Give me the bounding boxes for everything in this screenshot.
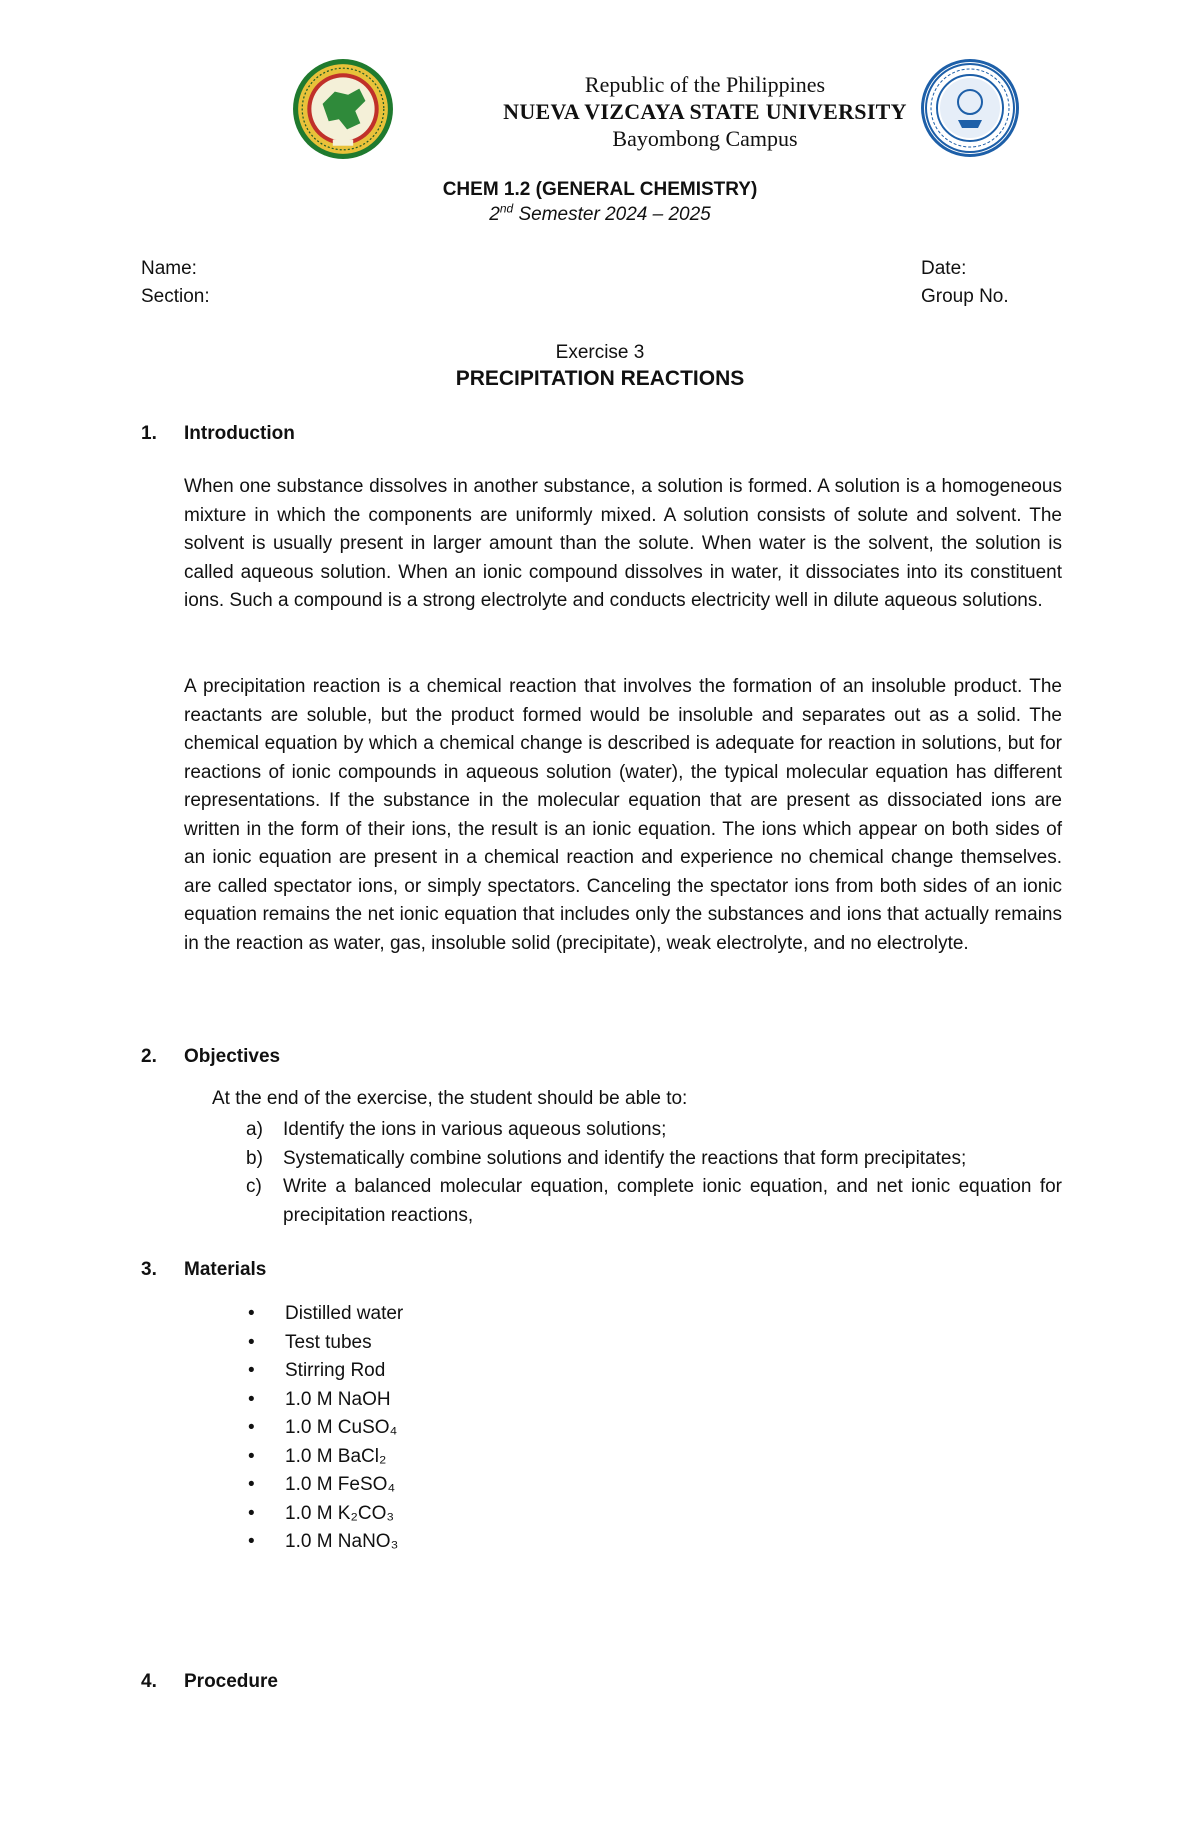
list-item (246, 1145, 1062, 1174)
date-field-label: Date: (921, 258, 967, 279)
list-item (246, 1357, 403, 1386)
name-field-label: Name: (141, 258, 197, 279)
list-item (246, 1329, 403, 1358)
exercise-label: Exercise 3 (555, 342, 645, 363)
material-name: 1.0 M BaCl₂ (285, 1445, 387, 1467)
bullet-icon: • (248, 1331, 255, 1353)
course-title: CHEM 1.2 (GENERAL CHEMISTRY) (442, 179, 758, 200)
course-semester (300, 201, 900, 226)
objectives-list (246, 1116, 1062, 1230)
list-item (246, 1116, 1062, 1145)
list-item-label: b) (246, 1147, 263, 1169)
material-name: 1.0 M NaNO₃ (285, 1531, 399, 1552)
material-name: 1.0 M FeSO₄ (285, 1474, 396, 1495)
list-item (246, 1173, 1062, 1230)
intro-paragraph-1: When one substance dissolves in another substance, a solution is formed. A solution is a homogeneous mixture in which the components are uniformly mixed. A solution consists of solute and solvent. The solvent is usually present in larger amount than the solute. When water is the solvent, the solution is called aqueous solution. When an ionic compound dissolves in water, it dissociates into its constituent ions. Such a compound is a strong electrolyte and conducts electricity well in dilute aqueous solutions. (184, 476, 1062, 611)
bullet-icon: • (248, 1474, 255, 1495)
material-name: Test tubes (285, 1331, 372, 1353)
list-item (246, 1300, 403, 1329)
list-item-label: c) (246, 1176, 262, 1197)
list-item (246, 1414, 403, 1443)
university-seal-icon (292, 58, 394, 160)
list-item (246, 1500, 403, 1529)
section-number: 4. (141, 1671, 157, 1692)
header-campus: Bayombong Campus (612, 126, 798, 151)
semester-years: Semester 2024 – 2025 (513, 204, 711, 225)
header-university: NUEVA VIZCAYA STATE UNIVERSITY (503, 99, 907, 124)
list-item-text: Identify the ions in various aqueous solutions; (283, 1119, 667, 1140)
semester-number: 2 (489, 204, 500, 225)
semester-suffix: nd (499, 201, 514, 216)
header-country: Republic of the Philippines (584, 72, 826, 97)
material-name: 1.0 M NaOH (285, 1388, 391, 1410)
bullet-icon: • (248, 1531, 255, 1552)
section-heading-objectives (141, 1046, 280, 1068)
section-heading-introduction (141, 423, 295, 445)
bullet-icon: • (248, 1388, 255, 1410)
list-item (246, 1443, 403, 1472)
materials-list (246, 1300, 403, 1557)
bullet-icon: • (248, 1417, 255, 1438)
list-item (246, 1528, 403, 1557)
exercise-title: PRECIPITATION REACTIONS (455, 367, 745, 390)
section-number: 1. (141, 423, 157, 444)
objectives-lead: At the end of the exercise, the student should be able to: (212, 1088, 688, 1109)
list-item (246, 1386, 403, 1415)
section-heading-procedure (141, 1671, 278, 1693)
section-title: Procedure (184, 1671, 278, 1692)
section-number: 3. (141, 1259, 157, 1280)
bullet-icon: • (248, 1502, 255, 1524)
group-field-label: Group No. (921, 286, 1009, 307)
bullet-icon: • (248, 1303, 255, 1324)
bullet-icon: • (248, 1445, 255, 1467)
intro-paragraph-2: A precipitation reaction is a chemical reaction that involves the formation of an insoluble product. The reactants are soluble, but the product formed would be insoluble and separates out as a solid. The chemical equation by which a chemical change is described is adequate for reaction in solutions, but for reactions of ionic compounds in aqueous solution (water), the typical molecular equation has different representations. If the substance in the molecular equation that are present as dissociated ions are written in the form of their ions, the result is an ionic equation. The ions which appear on both sides of an ionic equation are present in a chemical reaction and experience no chemical change themselves. are called spectator ions, or simply spectators. Canceling the spectator ions from both sides of an ionic equation remains the net ionic equation that includes only the substances and ions that actually remains in the reaction as water, gas, insoluble solid (precipitate), weak electrolyte, and no electrolyte. (184, 676, 1062, 954)
section-title: Introduction (184, 423, 295, 444)
section-title: Materials (184, 1259, 267, 1280)
section-field-label: Section: (141, 286, 210, 307)
section-heading-materials (141, 1259, 266, 1281)
list-item-text: Write a balanced molecular equation, complete ionic equation, and net ionic equation for precipitation reactions, (283, 1176, 1062, 1226)
list-item (246, 1471, 403, 1500)
material-name: Stirring Rod (285, 1360, 386, 1381)
list-item-text: Systematically combine solutions and identify the reactions that form precipitates; (283, 1147, 967, 1169)
material-name: 1.0 M K₂CO₃ (285, 1502, 395, 1524)
bullet-icon: • (248, 1360, 255, 1381)
section-title: Objectives (184, 1046, 281, 1067)
material-name: 1.0 M CuSO₄ (285, 1417, 398, 1438)
list-item-label: a) (246, 1119, 263, 1140)
material-name: Distilled water (285, 1303, 404, 1324)
section-number: 2. (141, 1046, 157, 1067)
